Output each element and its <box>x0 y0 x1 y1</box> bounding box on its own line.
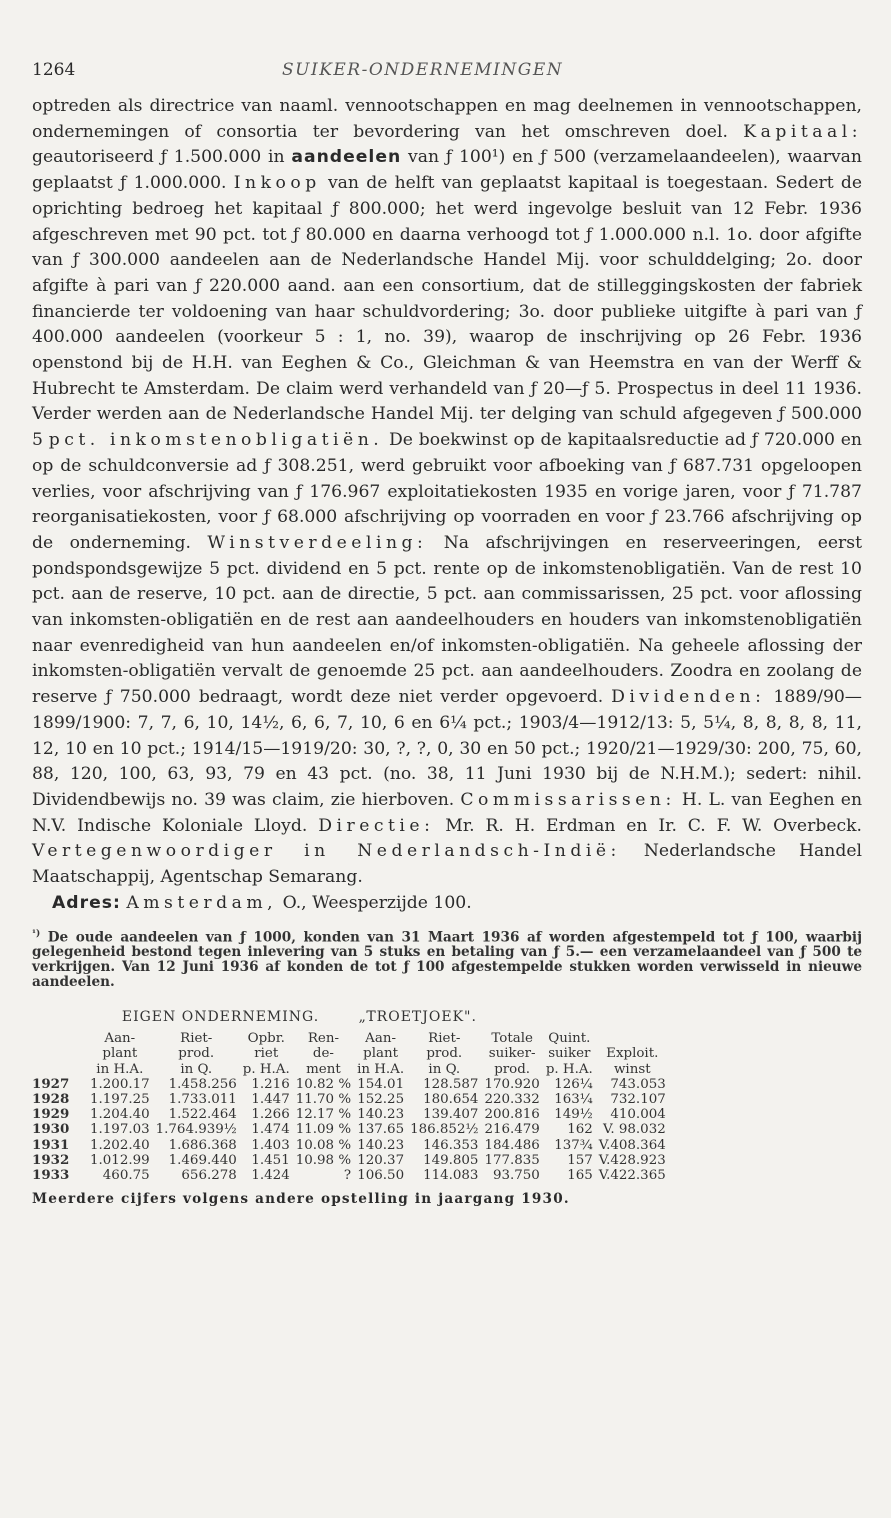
table-cell: 157 <box>567 1152 593 1168</box>
table-cell: 743.053 <box>610 1076 666 1092</box>
column-header: prod. <box>494 1061 531 1077</box>
table-row <box>32 1153 669 1168</box>
table-cell: 163¼ <box>554 1092 593 1108</box>
table-row <box>32 1138 669 1153</box>
table-cell: 1.012.99 <box>90 1152 150 1168</box>
column-header: de- <box>312 1046 334 1062</box>
table-cell: 149.805 <box>423 1152 479 1168</box>
table-cell: 93.750 <box>492 1168 540 1184</box>
table-cell: 1.447 <box>251 1092 290 1108</box>
table-spacer <box>32 1010 87 1031</box>
column-header: Riet- <box>428 1031 461 1047</box>
table-cell: 1.403 <box>251 1137 290 1153</box>
body-segment: H. L. van Eeghen en N.V. Indische Koloniale Lloyd. <box>32 789 863 836</box>
table-cell: 1.424 <box>251 1168 290 1184</box>
adres-label: Adres: <box>52 892 121 913</box>
column-header: prod. <box>178 1046 215 1062</box>
table-cell: 410.004 <box>610 1107 666 1123</box>
page-number: 1264 <box>32 60 76 80</box>
body-segment: van de helft van geplaatst kapitaal is toegestaan. Sedert de oprichting bedroeg het kapitaal ƒ 800.000; het werd ingevolge besluit van 12 Febr. 1936 afgeschreven met 90 pct. tot ƒ 80.000 en daarna verhoogd tot ƒ 1.000.000 n.l. 1o. door afgifte van ƒ 300.000 aandeelen aan de Nederlandsche Handel Mij. voor schulddelging; 2o. door afgifte à pari van ƒ 220.000 aand. aan een consortium, dat de stilleggingskosten der fabriek financierde ter voldoening van haar schuldvordering; 3o. door publieke uitgifte à pari van ƒ 400.000 aandeelen (voorkeur 5 : 1, no. 39), waarop de inschrijving op 26 Febr. 1936 openstond bij de H.H. van Eeghen & Co., Gleichman & van Heemstra en van der Werff & Hubrecht te Amsterdam. De claim werd verhandeld van ƒ 20—ƒ 5. Prospectus in deel 11 1936. Verder werden aan de Nederlandsche Handel Mij. ter delging van schuld afgegeven ƒ 500.000 5 <box>32 173 863 451</box>
table-cell: V.422.365 <box>598 1168 666 1184</box>
page <box>32 58 862 1207</box>
table-cell: 1.474 <box>251 1122 290 1138</box>
table-cell: 216.479 <box>484 1122 540 1138</box>
table-cell: ? <box>343 1168 352 1184</box>
table-cell: 1.204.40 <box>90 1107 150 1123</box>
dividenden-label: Dividenden: <box>611 687 766 708</box>
table-cell: 10.08 % <box>295 1137 352 1153</box>
table-cell: 1.216 <box>251 1076 290 1092</box>
table-row <box>32 1122 669 1137</box>
year-cell: 1929 <box>32 1106 70 1123</box>
year-cell: 1931 <box>32 1136 70 1153</box>
footnote-text: De oude aandeelen van ƒ 1000, konden van 31 Maart 1936 af worden afgestempeld tot ƒ 100, waarbij gelegenheid bestond tegen inlevering van 5 stuks en betaling van ƒ 5.— een verzamelaandeel van ƒ 500 te verkrijgen. Van 12 Juni 1936 af konden de tot ƒ 100 afgestempelde stukken worden verwisseld in nieuwe aandeelen. <box>32 929 862 991</box>
table-header-row <box>32 1046 669 1061</box>
table-cell: 140.23 <box>357 1137 405 1153</box>
column-header: plant <box>363 1046 398 1062</box>
column-header: in H.A. <box>357 1061 405 1077</box>
table-cell: 1.197.25 <box>90 1092 150 1108</box>
table-header-row <box>32 1031 669 1046</box>
table-cell: 162 <box>567 1122 593 1138</box>
table-cell: 152.25 <box>357 1092 405 1108</box>
table-cell: 220.332 <box>484 1092 540 1108</box>
body-segment: Mr. R. H. Erdman en Ir. C. F. W. Overbeck. <box>445 815 862 836</box>
table-cell: 11.09 % <box>295 1122 352 1138</box>
table-cell: 1.764.939½ <box>155 1122 237 1138</box>
table-cell: 1.200.17 <box>90 1076 150 1092</box>
table-cell: 149½ <box>554 1107 593 1123</box>
table-cell: 656.278 <box>181 1168 237 1184</box>
group-troetjoek: „TROETJOEK". <box>358 1009 477 1026</box>
table-cell: 165 <box>567 1168 593 1184</box>
column-header: riet <box>254 1046 279 1062</box>
running-title: SUIKER-ONDERNEMINGEN <box>282 60 564 80</box>
table-cell: 137.65 <box>357 1122 405 1138</box>
table-cell: 1.202.40 <box>90 1137 150 1153</box>
winstverdeeling-label: Winstverdeeling: <box>207 532 428 553</box>
table-spacer <box>32 1062 87 1077</box>
table-cell: V.428.923 <box>598 1152 666 1168</box>
column-header: in Q. <box>180 1061 213 1077</box>
table-cell: V. 98.032 <box>603 1122 666 1138</box>
group-eigen-onderneming: EIGEN ONDERNEMING. <box>121 1009 320 1026</box>
table-row <box>32 1092 669 1107</box>
address-line <box>32 891 862 917</box>
table-cell: 126¼ <box>554 1076 593 1092</box>
table-cell: 1.686.368 <box>168 1137 237 1153</box>
year-cell: 1930 <box>32 1121 70 1138</box>
column-header: p. H.A. <box>545 1061 593 1077</box>
kapitaal-label: Kapitaal: <box>743 121 863 142</box>
table-cell: 200.816 <box>484 1107 540 1123</box>
column-header <box>596 1031 669 1046</box>
table-cell: 184.486 <box>484 1137 540 1153</box>
column-header: Aan- <box>365 1031 396 1047</box>
table-cell: 1.522.464 <box>168 1107 237 1123</box>
table-cell: 732.107 <box>610 1092 666 1108</box>
table-spacer <box>32 1046 87 1061</box>
column-header: Opbr. <box>247 1031 285 1047</box>
table-cell: 154.01 <box>357 1076 405 1092</box>
table-cell: 12.17 % <box>295 1107 352 1123</box>
inkoop-label: Inkoop <box>233 173 321 194</box>
statistics-table <box>32 1010 669 1183</box>
adres-street: O., Weesperzijde 100. <box>282 892 472 913</box>
table-cell: 186.852½ <box>410 1122 479 1138</box>
commissarissen-label: Commissarissen: <box>460 789 676 810</box>
column-header: Totale <box>491 1031 533 1047</box>
body-paragraph <box>32 94 862 891</box>
adres-city: Amsterdam, <box>126 892 278 913</box>
column-header: Quint. <box>548 1031 591 1047</box>
body-text <box>32 94 862 917</box>
column-header: Aan- <box>104 1031 136 1047</box>
table-cell: 1.458.256 <box>168 1076 237 1092</box>
column-header: Exploit. <box>606 1046 659 1062</box>
column-header: suiker- <box>488 1046 536 1062</box>
body-segment: geautoriseerd ƒ 1.500.000 in <box>32 147 285 168</box>
table-cell: 460.75 <box>102 1168 150 1184</box>
year-cell: 1928 <box>32 1091 70 1108</box>
table-cell: 10.82 % <box>295 1076 352 1092</box>
table-group-header <box>32 1010 669 1031</box>
column-header: Ren- <box>307 1031 339 1047</box>
body-segment: 1889/90—1899/1900: 7, 7, 6, 10, 14½, 6, 6, 7, 10, 6 en 6¼ pct.; 1903/4—1912/13: 5, 5¼, 8, 8, 8, 8, 11, 12, 10 en 10 pct.; 1914/15—1919/20: 30, ?, ?, 0, 30 en 50 pct.; 1920/21—1929/30: 200, 75, 60, 88, 120, 100, 63, 93, 79 en 43 pct. (no. 38, 11 Juni 1930 bij de N.H.M.); sedert: nihil. Dividendbewijs no. 39 was claim, zie hierboven. <box>32 687 862 810</box>
closing-note: Meerdere cijfers volgens andere opstelling in jaargang 1930. <box>32 1191 570 1208</box>
obligatien-label: pct. inkomstenobligatiën. <box>48 430 384 451</box>
table-cell: 1.469.440 <box>168 1152 237 1168</box>
table-cell: 1.266 <box>251 1107 290 1123</box>
page-header <box>32 58 862 94</box>
vertegenwoordiger-label: Vertegenwoordiger in Nederlandsch-Indië: <box>32 841 621 862</box>
column-header: Riet- <box>180 1031 213 1047</box>
table-spacer <box>481 1010 668 1031</box>
table-cell: 10.98 % <box>295 1152 352 1168</box>
column-header: ment <box>306 1061 341 1077</box>
footnote <box>32 927 862 991</box>
table-cell: 120.37 <box>357 1152 405 1168</box>
body-segment: De boekwinst op de kapitaalsreductie ad ƒ 720.000 en op de schuldconversie ad ƒ 308.251, werd gebruikt voor afboeking van ƒ 687.731 opgeloopen verlies, voor afschrijving van ƒ 176.967 exploitatiekosten 1935 en vorige jaren, voor ƒ 71.787 reorganisatiekosten, voor ƒ 68.000 afschrijving op voorraden en voor ƒ 23.766 afschrijving op de onderneming. <box>32 430 862 553</box>
table-cell: 1.197.03 <box>90 1122 150 1138</box>
table-cell: 137¾ <box>554 1137 593 1153</box>
column-header: plant <box>102 1046 138 1062</box>
table-spacer <box>32 1031 87 1046</box>
year-cell: 1933 <box>32 1167 70 1184</box>
body-segment: optreden als directrice van naaml. vennootschappen en mag deelnemen in vennootschappen, ondernemingen of consortia ter bevordering van het omschreven doel. <box>32 96 862 142</box>
table-header-row <box>32 1062 669 1077</box>
table-cell: 170.920 <box>484 1076 540 1092</box>
column-header: prod. <box>426 1046 463 1062</box>
table-cell: 180.654 <box>423 1092 479 1108</box>
footnote-mark: ¹) <box>32 928 41 939</box>
table-cell: 128.587 <box>423 1076 479 1092</box>
column-header: suiker <box>548 1046 591 1062</box>
table-cell: 140.23 <box>357 1107 405 1123</box>
table-cell: 146.353 <box>423 1137 479 1153</box>
table-cell: 1.733.011 <box>168 1092 237 1108</box>
table-cell: 11.70 % <box>295 1092 352 1108</box>
body-segment: Na afschrijvingen en reserveeringen, eerst pondspondsgewijze 5 pct. dividend en 5 pct. rente op de inkomstenobligatiën. Van de rest 10 pct. aan de reserve, 10 pct. aan de directie, 5 pct. aan commissarissen, 25 pct. voor aflossing van inkomsten-obligatiën en de rest aan aandeelhouders en houders van inkomstenobligatiën naar evenredigheid van hun aandeelen en/of inkomsten-obligatiën. Na geheele aflossing der inkomsten-obligatiën vervalt de genoemde 25 pct. aan aandeelhouders. Zoodra en zoolang de reserve ƒ 750.000 bedraagt, wordt deze niet verder opgevoerd. <box>32 532 863 708</box>
year-cell: 1927 <box>32 1075 70 1092</box>
table-cell: 139.407 <box>423 1107 479 1123</box>
table-cell: 1.451 <box>251 1152 290 1168</box>
aandeelen-label: aandeelen <box>291 147 402 168</box>
year-cell: 1932 <box>32 1151 70 1168</box>
table-row <box>32 1168 669 1183</box>
column-header: in Q. <box>428 1061 461 1077</box>
column-header: in H.A. <box>96 1061 144 1077</box>
column-header: p. H.A. <box>242 1061 290 1077</box>
column-header: winst <box>613 1061 651 1077</box>
table-cell: 114.083 <box>423 1168 479 1184</box>
table-row <box>32 1077 669 1092</box>
body-segment: van ƒ 100¹) en ƒ 500 (verzamelaandeelen), waarvan geplaatst ƒ 1.000.000. <box>32 147 862 194</box>
table-body <box>32 1077 669 1183</box>
table-cell: 106.50 <box>357 1168 405 1184</box>
directie-label: Directie: <box>318 815 435 836</box>
table-cell: 177.835 <box>484 1152 540 1168</box>
table-row <box>32 1107 669 1122</box>
table-cell: V.408.364 <box>598 1137 666 1153</box>
body-segment: Nederlandsche Handel Maatschappij, Agentschap Semarang. <box>32 841 862 888</box>
